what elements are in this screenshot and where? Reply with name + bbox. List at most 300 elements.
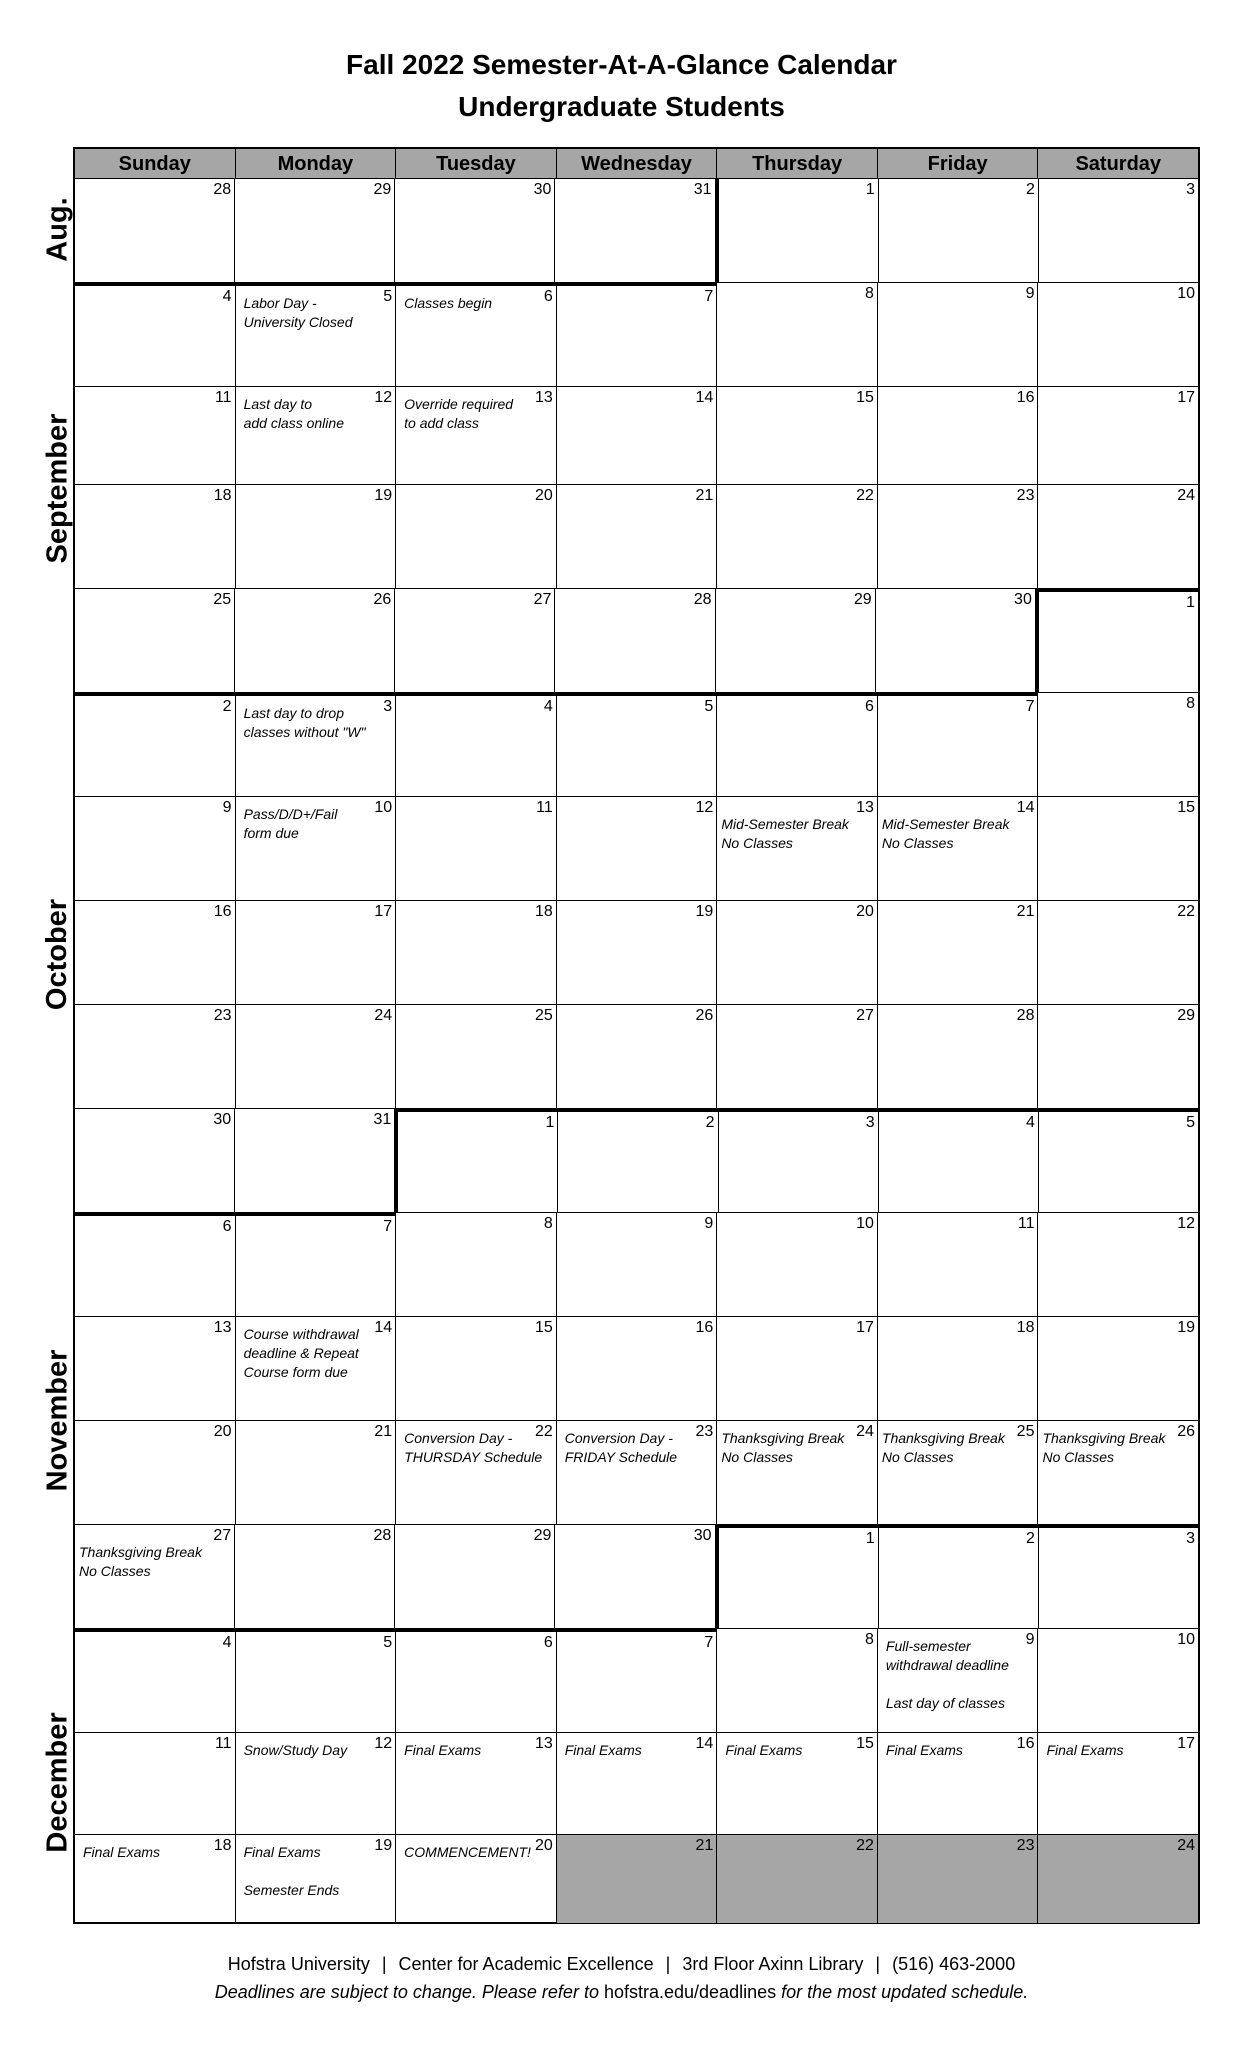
calendar-grid	[73, 147, 1200, 1924]
day-cell	[558, 1109, 718, 1213]
day-number: 4	[543, 698, 553, 715]
day-cell	[878, 693, 1039, 797]
day-number: 14	[1016, 799, 1035, 816]
day-cell	[557, 1421, 718, 1525]
day-number: 30	[213, 1111, 232, 1128]
day-number: 14	[374, 1319, 393, 1336]
footer-org: Hofstra University	[227, 1954, 370, 1974]
calendar-week	[75, 179, 1198, 283]
day-number: 10	[1177, 285, 1196, 302]
day-event-note: Mid-Semester Break No Classes	[721, 816, 849, 851]
day-cell	[1038, 1629, 1198, 1733]
day-number: 3	[1186, 181, 1195, 198]
day-cell	[717, 797, 878, 901]
day-number: 24	[374, 1007, 393, 1024]
day-number: 7	[704, 288, 714, 305]
day-cell	[1039, 1525, 1198, 1629]
day-number: 22	[534, 1423, 553, 1440]
day-cell	[717, 901, 878, 1005]
day-cell	[235, 1525, 395, 1629]
deadlines-link[interactable]: hofstra.edu/deadlines	[603, 1982, 777, 2002]
day-number: 13	[856, 799, 874, 816]
day-cell	[236, 1835, 397, 1924]
day-number: 12	[1177, 1215, 1196, 1232]
weekday-tuesday: Tuesday	[396, 149, 557, 178]
footer-contact	[0, 1954, 1243, 1975]
day-event-note: Labor Day - University Closed	[243, 295, 353, 330]
weekday-saturday: Saturday	[1075, 153, 1162, 175]
day-number: 8	[864, 285, 874, 302]
day-event-note: Final Exams	[564, 1742, 642, 1758]
day-cell	[75, 283, 236, 387]
day-number: 16	[695, 1319, 714, 1336]
day-number: 26	[695, 1007, 714, 1024]
month-label-october: October	[41, 898, 74, 1010]
day-number: 9	[1025, 285, 1035, 302]
day-cell	[236, 1317, 397, 1421]
day-number: 15	[856, 1735, 874, 1752]
day-cell	[716, 179, 879, 283]
calendar-week	[75, 693, 1198, 797]
day-cell	[235, 179, 395, 283]
day-number: 8	[543, 1215, 553, 1232]
title-line-1: Fall 2022 Semester-At-A-Glance Calendar	[346, 49, 897, 80]
day-cell	[396, 1005, 557, 1109]
day-cell	[75, 797, 236, 901]
day-cell	[1038, 283, 1198, 387]
calendar-week	[75, 1629, 1198, 1733]
footer-note-pre: Deadlines are subject to change. Please refer to	[214, 1982, 599, 2002]
day-number: 11	[214, 1735, 232, 1752]
day-event-note: Full-semester withdrawal deadline Last day of classes	[885, 1638, 1009, 1711]
day-cell	[396, 797, 557, 901]
day-cell	[555, 1525, 715, 1629]
day-number: 28	[693, 591, 712, 608]
day-cell	[557, 485, 718, 589]
day-cell	[878, 901, 1039, 1005]
day-cell	[878, 1213, 1039, 1317]
day-cell	[1038, 1835, 1198, 1924]
day-number: 26	[373, 591, 392, 608]
day-cell	[236, 1733, 397, 1835]
day-number: 6	[222, 1218, 232, 1235]
day-cell	[1038, 1005, 1198, 1109]
day-number: 25	[534, 1007, 553, 1024]
weekday-header	[75, 149, 1198, 179]
day-number: 22	[1177, 903, 1196, 920]
day-cell	[557, 283, 718, 387]
day-number: 10	[856, 1215, 874, 1232]
day-cell	[1038, 901, 1198, 1005]
day-cell	[557, 901, 718, 1005]
day-event-note: Course withdrawal deadline & Repeat Course form due	[243, 1326, 359, 1380]
day-number: 2	[705, 1114, 715, 1131]
day-number: 6	[543, 288, 553, 305]
day-event-note: Conversion Day - THURSDAY Schedule	[404, 1430, 543, 1465]
day-event-note: Final Exams Semester Ends	[243, 1844, 340, 1898]
day-cell	[879, 1525, 1039, 1629]
day-cell	[878, 387, 1039, 485]
day-number: 27	[533, 591, 552, 608]
month-label-december: December	[41, 1712, 74, 1853]
day-number: 1	[865, 1530, 875, 1547]
day-number: 27	[856, 1007, 874, 1024]
day-cell	[75, 179, 235, 283]
day-cell	[236, 283, 397, 387]
day-number: 19	[1177, 1319, 1196, 1336]
day-number: 6	[543, 1634, 553, 1651]
weekday-monday: Monday	[236, 149, 397, 178]
day-number: 24	[856, 1423, 874, 1440]
footer-note-post: for the most updated schedule.	[781, 1982, 1029, 2002]
day-cell	[75, 1835, 236, 1924]
day-cell	[1038, 1317, 1198, 1421]
footer-center: Center for Academic Excellence	[398, 1954, 654, 1974]
day-number: 25	[213, 591, 232, 608]
day-number: 7	[704, 1634, 714, 1651]
day-cell	[75, 485, 236, 589]
day-cell	[395, 1109, 558, 1213]
day-event-note: Thanksgiving Break No Classes	[721, 1430, 845, 1465]
day-cell	[396, 901, 557, 1005]
day-number: 15	[1177, 799, 1196, 816]
day-number: 26	[1177, 1423, 1196, 1440]
day-number: 29	[533, 1527, 552, 1544]
day-number: 31	[693, 181, 712, 198]
day-number: 20	[213, 1423, 232, 1440]
day-cell	[717, 1629, 878, 1733]
day-event-note: Thanksgiving Break No Classes	[881, 1430, 1005, 1465]
day-number: 22	[856, 487, 874, 504]
day-number: 3	[865, 1114, 875, 1131]
day-cell	[396, 1629, 557, 1733]
day-number: 28	[1016, 1007, 1035, 1024]
day-number: 30	[693, 1527, 712, 1544]
day-cell	[75, 1317, 236, 1421]
day-cell	[878, 283, 1039, 387]
day-number: 9	[1025, 1631, 1035, 1648]
day-number: 9	[222, 799, 232, 816]
day-number: 16	[213, 903, 232, 920]
day-number: 10	[374, 799, 393, 816]
day-cell	[396, 1733, 557, 1835]
day-number: 16	[1016, 1735, 1035, 1752]
day-cell	[235, 1109, 395, 1213]
day-cell	[716, 1525, 879, 1629]
day-number: 5	[383, 288, 393, 305]
month-label-november: November	[41, 1349, 74, 1491]
day-number: 15	[856, 389, 874, 406]
day-cell	[1039, 1109, 1198, 1213]
day-number: 4	[222, 1634, 232, 1651]
day-number: 11	[214, 389, 232, 406]
day-cell	[876, 589, 1036, 693]
day-number: 18	[1016, 1319, 1035, 1336]
day-cell	[717, 387, 878, 485]
calendar-week	[75, 589, 1198, 693]
day-cell	[878, 1317, 1039, 1421]
day-cell	[395, 179, 555, 283]
calendar-week	[75, 387, 1198, 485]
day-event-note: Classes begin	[404, 295, 493, 311]
footer-note	[0, 1982, 1243, 2003]
calendar-week	[75, 901, 1198, 1005]
day-cell	[878, 1629, 1039, 1733]
day-cell	[719, 1109, 879, 1213]
day-cell	[75, 901, 236, 1005]
footer-divider: |	[381, 1954, 387, 1974]
day-number: 30	[533, 181, 552, 198]
day-cell	[557, 1733, 718, 1835]
calendar-week	[75, 1213, 1198, 1317]
day-cell	[557, 1005, 718, 1109]
day-number: 2	[1025, 181, 1035, 198]
day-cell	[1038, 387, 1198, 485]
day-cell	[557, 387, 718, 485]
day-cell	[236, 1629, 397, 1733]
day-number: 8	[864, 1631, 874, 1648]
day-cell	[75, 1421, 236, 1525]
day-number: 3	[1186, 1530, 1195, 1547]
day-number: 13	[213, 1319, 232, 1336]
day-cell	[1039, 179, 1198, 283]
day-cell	[236, 901, 397, 1005]
day-number: 12	[374, 389, 393, 406]
day-cell	[396, 693, 557, 797]
day-number: 13	[534, 389, 553, 406]
day-cell	[395, 589, 555, 693]
day-cell	[717, 283, 878, 387]
day-cell	[555, 589, 715, 693]
day-cell	[879, 179, 1039, 283]
day-number: 28	[373, 1527, 392, 1544]
calendar-week	[75, 1835, 1198, 1924]
day-cell	[1038, 1421, 1198, 1525]
day-number: 3	[383, 698, 393, 715]
day-number: 1	[545, 1114, 555, 1131]
day-event-note: Last day to add class online	[243, 396, 344, 431]
calendar-week	[75, 797, 1198, 901]
day-cell	[396, 283, 557, 387]
day-cell	[878, 485, 1039, 589]
day-cell	[395, 1525, 555, 1629]
day-event-note: Final Exams	[885, 1742, 963, 1758]
day-cell	[235, 589, 395, 693]
day-cell	[878, 1733, 1039, 1835]
day-cell	[75, 387, 236, 485]
day-cell	[878, 1835, 1039, 1924]
day-cell	[396, 1421, 557, 1525]
day-cell	[236, 387, 397, 485]
day-number: 25	[1016, 1423, 1035, 1440]
day-number: 5	[1186, 1114, 1195, 1131]
day-event-note: Final Exams	[83, 1844, 161, 1860]
day-cell	[75, 589, 235, 693]
calendar-week	[75, 1109, 1198, 1213]
day-number: 20	[534, 1837, 553, 1854]
day-cell	[878, 797, 1039, 901]
day-number: 31	[373, 1111, 392, 1128]
day-cell	[75, 1005, 236, 1109]
weekday-sunday: Sunday	[75, 149, 236, 178]
day-cell	[557, 1629, 718, 1733]
day-number: 21	[695, 1837, 714, 1854]
day-cell	[236, 693, 397, 797]
day-event-note: Last day to drop classes without "W"	[243, 705, 366, 740]
day-cell	[1038, 1733, 1198, 1835]
day-cell	[879, 1109, 1039, 1213]
day-cell	[557, 1213, 718, 1317]
day-event-note: Final Exams	[725, 1742, 803, 1758]
calendar-week	[75, 1005, 1198, 1109]
calendar-week	[75, 283, 1198, 387]
weekday-friday: Friday	[878, 149, 1039, 178]
day-number: 20	[534, 487, 553, 504]
day-cell	[555, 179, 715, 283]
day-number: 29	[373, 181, 392, 198]
day-cell	[75, 1109, 235, 1213]
calendar-week	[75, 1317, 1198, 1421]
day-number: 1	[865, 181, 875, 198]
day-event-note: COMMENCEMENT!	[404, 1844, 531, 1860]
day-number: 24	[1177, 487, 1196, 504]
day-number: 7	[1025, 698, 1035, 715]
day-cell	[75, 1629, 236, 1733]
day-number: 18	[213, 487, 232, 504]
day-cell	[396, 1835, 557, 1924]
day-cell	[1038, 693, 1198, 797]
day-cell	[717, 485, 878, 589]
day-number: 23	[1016, 487, 1035, 504]
day-number: 23	[1016, 1837, 1035, 1854]
day-number: 12	[695, 799, 714, 816]
day-event-note: Final Exams	[404, 1742, 482, 1758]
day-cell	[75, 1733, 236, 1835]
day-cell	[1038, 485, 1198, 589]
day-number: 29	[853, 591, 872, 608]
day-event-note: Thanksgiving Break No Classes	[1042, 1430, 1166, 1465]
day-number: 7	[383, 1218, 393, 1235]
day-cell	[717, 1213, 878, 1317]
calendar-week	[75, 1733, 1198, 1835]
day-cell	[1038, 797, 1198, 901]
day-number: 19	[374, 487, 393, 504]
day-number: 17	[856, 1319, 874, 1336]
day-cell	[878, 1421, 1039, 1525]
day-number: 19	[374, 1837, 393, 1854]
day-number: 13	[534, 1735, 553, 1752]
day-event-note: Pass/D/D+/Fail form due	[243, 806, 338, 841]
day-number: 6	[864, 698, 874, 715]
day-number: 4	[222, 288, 232, 305]
day-cell	[557, 693, 718, 797]
day-cell	[717, 693, 878, 797]
day-number: 20	[856, 903, 874, 920]
day-cell	[236, 485, 397, 589]
day-number: 11	[1017, 1215, 1035, 1232]
month-label-september: September	[41, 413, 74, 563]
day-event-note: Conversion Day - FRIDAY Schedule	[564, 1430, 678, 1465]
day-cell	[396, 387, 557, 485]
day-number: 19	[695, 903, 714, 920]
page-title	[0, 44, 1243, 128]
day-number: 21	[695, 487, 714, 504]
day-number: 5	[704, 698, 714, 715]
day-number: 16	[1016, 389, 1035, 406]
day-number: 2	[1025, 1530, 1035, 1547]
day-number: 5	[383, 1634, 393, 1651]
day-cell	[75, 1525, 235, 1629]
day-number: 17	[1177, 1735, 1196, 1752]
day-cell	[878, 1005, 1039, 1109]
calendar-week	[75, 1525, 1198, 1629]
day-number: 24	[1177, 1837, 1196, 1854]
title-line-2: Undergraduate Students	[458, 91, 785, 122]
footer-divider: |	[875, 1954, 881, 1974]
day-cell	[717, 1317, 878, 1421]
day-cell	[717, 1733, 878, 1835]
day-number: 14	[695, 1735, 714, 1752]
day-number: 30	[1014, 591, 1032, 608]
footer-divider: |	[665, 1954, 671, 1974]
day-number: 23	[213, 1007, 232, 1024]
day-cell	[75, 1213, 236, 1317]
day-number: 21	[374, 1423, 393, 1440]
calendar-week	[75, 485, 1198, 589]
day-cell	[1038, 1213, 1198, 1317]
day-cell	[75, 693, 236, 797]
day-number: 15	[534, 1319, 553, 1336]
day-number: 28	[213, 181, 232, 198]
day-cell	[717, 1835, 878, 1924]
day-number: 4	[1025, 1114, 1035, 1131]
day-number: 11	[536, 799, 553, 816]
day-number: 29	[1177, 1007, 1196, 1024]
footer-location: 3rd Floor Axinn Library	[682, 1954, 864, 1974]
day-cell	[236, 797, 397, 901]
day-number: 27	[213, 1527, 232, 1544]
day-number: 23	[695, 1423, 714, 1440]
day-cell	[396, 1213, 557, 1317]
day-number: 9	[704, 1215, 714, 1232]
day-number: 10	[1177, 1631, 1196, 1648]
day-cell	[717, 1421, 878, 1525]
day-number: 2	[222, 698, 232, 715]
month-label-aug: Aug.	[41, 196, 74, 262]
day-cell	[396, 1317, 557, 1421]
day-number: 1	[1186, 594, 1195, 611]
day-cell	[557, 1317, 718, 1421]
day-cell	[236, 1005, 397, 1109]
day-cell	[557, 1835, 718, 1924]
weekday-wednesday: Wednesday	[557, 149, 718, 178]
day-number: 8	[1186, 695, 1196, 712]
day-number: 12	[374, 1735, 393, 1752]
day-event-note: Snow/Study Day	[243, 1742, 348, 1758]
day-number: 22	[856, 1837, 874, 1854]
day-event-note: Mid-Semester Break No Classes	[881, 816, 1010, 851]
weekday-thursday: Thursday	[717, 149, 878, 178]
day-event-note: Override required to add class	[404, 396, 514, 431]
day-number: 17	[1177, 389, 1196, 406]
day-number: 21	[1016, 903, 1035, 920]
day-cell	[1036, 589, 1198, 693]
day-number: 18	[213, 1837, 232, 1854]
day-event-note: Final Exams	[1046, 1742, 1124, 1758]
day-cell	[716, 589, 876, 693]
day-number: 14	[695, 389, 714, 406]
day-cell	[396, 485, 557, 589]
